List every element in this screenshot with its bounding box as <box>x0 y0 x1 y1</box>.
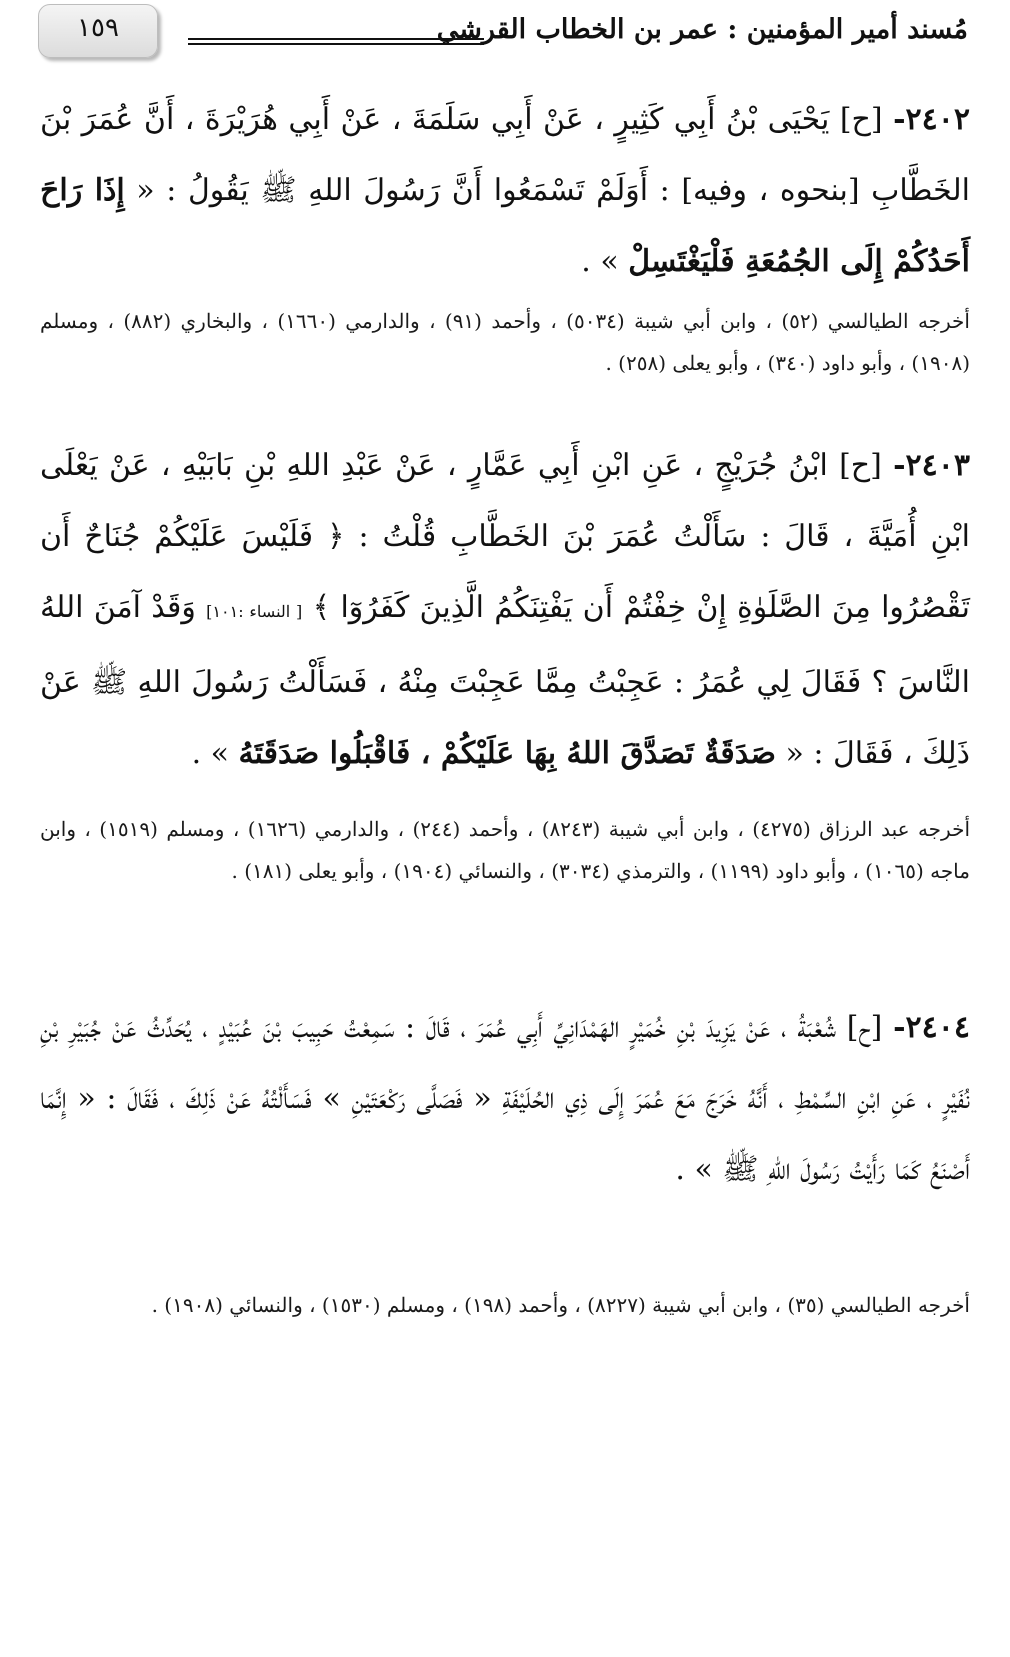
header-rule <box>188 38 484 45</box>
hadith-number: ٢٤٠٣- <box>893 448 970 483</box>
hadith-text-end: » . <box>581 244 629 279</box>
running-title: مُسند أمير المؤمنين : عمر بن الخطاب القرشي <box>436 14 968 45</box>
takhrij-2404 <box>40 1284 970 1326</box>
takhrij-2402 <box>40 300 970 384</box>
quran-reference: [ النساء :١٠١] <box>206 602 303 621</box>
page-header <box>0 0 1010 70</box>
takhrij-text: أخرجه الطيالسي (٥٢) ، وابن أبي شيبة (٥٠٣٤) ، وأحمد (٩١) ، والدارمي (١٦٦٠) ، والبخاري (٨٨٢) ، ومسلم (١٩٠٨) ، وأبو داود (٣٤٠) ، وأبو يعلى (٢٥٨) . <box>40 309 970 375</box>
page-number: ١٥٩ <box>77 13 119 43</box>
hadith-2404 <box>40 992 970 1205</box>
hadith-text: [ح] شُعْبَةُ ، عَنْ يَزِيدَ بْنِ خُمَيْرٍ الهَمْدَانِيِّ أَبِي عُمَرَ ، قَالَ : سَمِعْتُ حَبِيبَ بْنَ عُبَيْدٍ ، يُحَدِّثُ عَنْ جُبَيْرِ بْنِ نُفَيْرٍ ، عَنِ ابْنِ السِّمْطِ ، أَنَّهُ خَرَجَ مَعَ عُمَرَ إِلَى ذِي الحُلَيْفَةِ « فَصَلَّى رَكْعَتَيْنِ » فَسَأَلْتُهُ عَنْ ذَلِكَ ، فَقَالَ : « إِنَّمَا أَصْنَعُ كَمَا رَأَيْتُ رَسُولَ اللهِ ﷺ » . <box>40 1010 970 1187</box>
hadith-text-end: » . <box>191 736 239 771</box>
page-number-box <box>38 4 158 58</box>
hadith-number: ٢٤٠٤- <box>893 1010 970 1045</box>
takhrij-text: أخرجه عبد الرزاق (٤٢٧٥) ، وابن أبي شيبة (٨٢٤٣) ، وأحمد (٢٤٤) ، والدارمي (١٦٢٦) ، ومسلم (١٥١٩) ، وابن ماجه (١٠٦٥) ، وأبو داود (١١٩٩) ، والترمذي (٣٠٣٤) ، والنسائي (١٩٠٤) ، وأبو يعلى (١٨١) . <box>40 817 971 883</box>
hadith-text: [ح] يَحْيَى بْنُ أَبِي كَثِيرٍ ، عَنْ أَبِي سَلَمَةَ ، عَنْ أَبِي هُرَيْرَةَ ، أَنَّ عُمَرَ بْنَ الخَطَّابِ [بنحوه ، وفيه] : أَوَلَمْ تَسْمَعُوا أَنَّ رَسُولَ اللهِ ﷺ يَقُولُ : « <box>40 102 970 208</box>
hadith-text: وَقَدْ آمَنَ اللهُ النَّاسَ ؟ فَقَالَ لِي عُمَرُ : عَجِبْتُ مِمَّا عَجِبْتَ مِنْهُ ، فَسَأَلْتُ رَسُولَ اللهِ ﷺ عَنْ ذَلِكَ ، فَقَالَ : « <box>40 590 970 771</box>
prophetic-saying: إِذَا رَاحَ أَحَدُكُمْ إِلَى الجُمُعَةِ فَلْيَغْتَسِلْ <box>40 173 970 279</box>
hadith-2402 <box>40 84 970 297</box>
hadith-text: [ح] ابْنُ جُرَيْجٍ ، عَنِ ابْنِ أَبِي عَمَّارٍ ، عَنْ عَبْدِ اللهِ بْنِ بَابَيْهِ ، عَنْ يَعْلَى ابْنِ أُمَيَّةَ ، قَالَ : سَأَلْتُ عُمَرَ بْنَ الخَطَّابِ قُلْتُ : ﴿ <box>40 448 970 554</box>
prophetic-saying: صَدَقَةٌ تَصَدَّقَ اللهُ بِهَا عَلَيْكُمْ ، فَاقْبَلُوا صَدَقَتَهُ <box>238 736 776 771</box>
quran-bracket: ﴾ <box>302 590 341 625</box>
quran-verse: فَلَيْسَ عَلَيْكُمْ جُنَاحٌ أَن تَقْصُرُوا مِنَ الصَّلَوٰةِ إِنْ خِفْتُمْ أَن يَفْتِنَكُمُ الَّذِينَ كَفَرُوٓا <box>40 519 970 625</box>
takhrij-2403 <box>40 808 970 892</box>
hadith-number: ٢٤٠٢- <box>893 102 970 137</box>
takhrij-text: أخرجه الطيالسي (٣٥) ، وابن أبي شيبة (٨٢٢٧) ، وأحمد (١٩٨) ، ومسلم (١٥٣٠) ، والنسائي (١٩٠٨) . <box>151 1293 970 1317</box>
hadith-2403 <box>40 430 970 789</box>
